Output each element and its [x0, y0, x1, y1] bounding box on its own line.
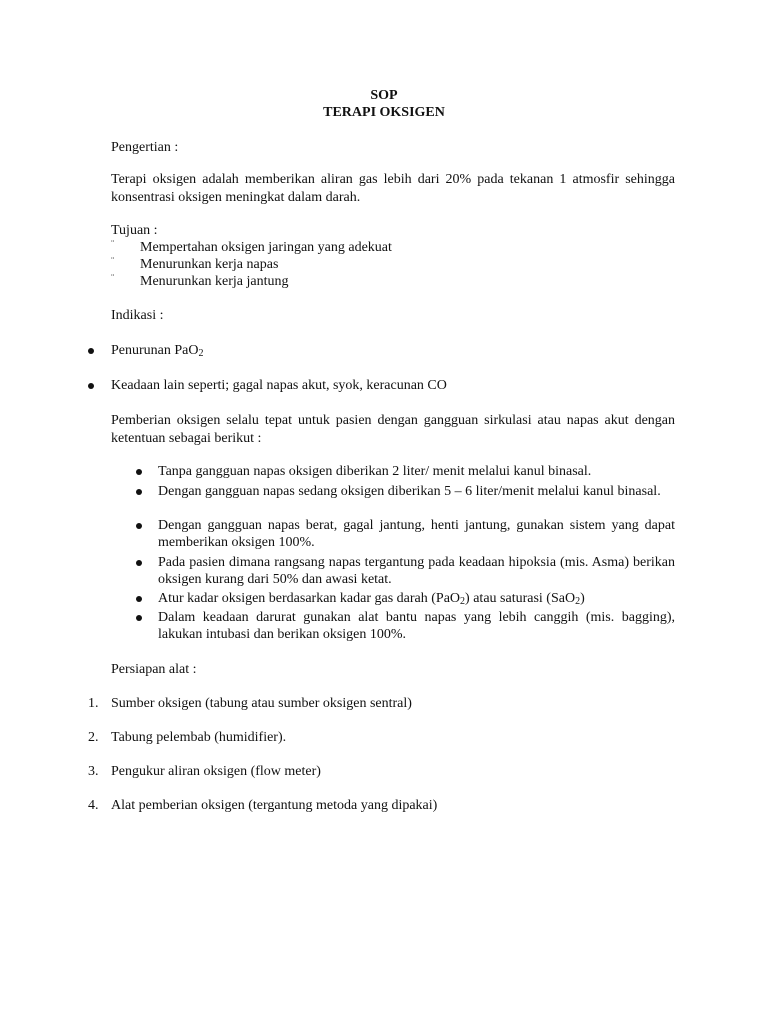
persiapan-item: Tabung pelembab (humidifier). — [111, 730, 287, 745]
indikasi-item: Keadaan lain seperti; gagal napas akut, syok, keracunan CO — [111, 378, 447, 393]
persiapan-item: Sumber oksigen (tabung atau sumber oksigen sentral) — [111, 696, 412, 711]
subscript: 2 — [460, 596, 466, 607]
persiapan-item: Alat pemberian oksigen (tergantung metoda yang dipakai) — [111, 798, 438, 813]
document-subtitle: TERAPI OKSIGEN — [323, 105, 445, 120]
bullet-icon — [136, 596, 142, 602]
persiapan-item: Pengukur aliran oksigen (flow meter) — [111, 764, 321, 779]
pemberian-item: Dengan gangguan napas sedang oksigen diberikan 5 – 6 liter/menit melalui kanul binasal. — [158, 484, 661, 499]
pemberian-item: Pada pasien dimana rangsang napas tergantung pada keadaan hipoksia (mis. Asma) berikan oksigen kurang dari 50% dan awasi ketat. — [158, 555, 675, 587]
tujuan-item: Mempertahan oksigen jaringan yang adekuat — [140, 240, 392, 255]
list-marker-icon: ¨ — [111, 256, 115, 267]
pemberian-item-text: Atur kadar oksigen berdasarkan kadar gas darah (PaO — [158, 591, 461, 606]
list-number: 4. — [88, 798, 99, 813]
list-number: 2. — [88, 730, 99, 745]
persiapan-heading: Persiapan alat : — [111, 662, 197, 677]
subscript: 2 — [575, 596, 581, 607]
indikasi-item — [111, 342, 204, 359]
document-title: SOP — [370, 88, 398, 103]
pemberian-item — [158, 590, 675, 607]
pengertian-text: Terapi oksigen adalah memberikan aliran gas lebih dari 20% pada tekanan 1 atmosfir sehingga konsentrasi oksigen meningkat dalam darah. — [111, 172, 675, 205]
pengertian-heading: Pengertian : — [111, 140, 179, 155]
bullet-icon — [136, 523, 142, 529]
indikasi-heading: Indikasi : — [111, 308, 164, 323]
pemberian-item-text: ) atau saturasi (SaO — [465, 591, 576, 606]
pemberian-item: Dalam keadaan darurat gunakan alat bantu napas yang lebih canggih (mis. bagging), lakukan intubasi dan berikan oksigen 100%. — [158, 610, 675, 642]
tujuan-item: Menurunkan kerja jantung — [140, 274, 289, 289]
subscript: 2 — [198, 348, 204, 359]
tujuan-item: Menurunkan kerja napas — [140, 257, 279, 272]
pemberian-text: Pemberian oksigen selalu tepat untuk pasien dengan gangguan sirkulasi atau napas akut dengan ketentuan sebagai berikut : — [111, 413, 675, 446]
list-number: 3. — [88, 764, 99, 779]
bullet-icon — [136, 489, 142, 495]
list-marker-icon: ¨ — [111, 239, 115, 250]
bullet-icon — [136, 560, 142, 566]
bullet-icon — [136, 615, 142, 621]
tujuan-heading: Tujuan : — [111, 223, 158, 238]
pemberian-item: Dengan gangguan napas berat, gagal jantung, henti jantung, gunakan sistem yang dapat memberikan oksigen 100%. — [158, 518, 675, 550]
list-marker-icon: ¨ — [111, 273, 115, 284]
bullet-icon — [88, 383, 94, 389]
pemberian-item-text: ) — [580, 591, 585, 606]
list-number: 1. — [88, 696, 99, 711]
pemberian-item: Tanpa gangguan napas oksigen diberikan 2 liter/ menit melalui kanul binasal. — [158, 464, 592, 479]
indikasi-item-text: Penurunan PaO — [111, 343, 199, 358]
bullet-icon — [136, 469, 142, 475]
bullet-icon — [88, 348, 94, 354]
